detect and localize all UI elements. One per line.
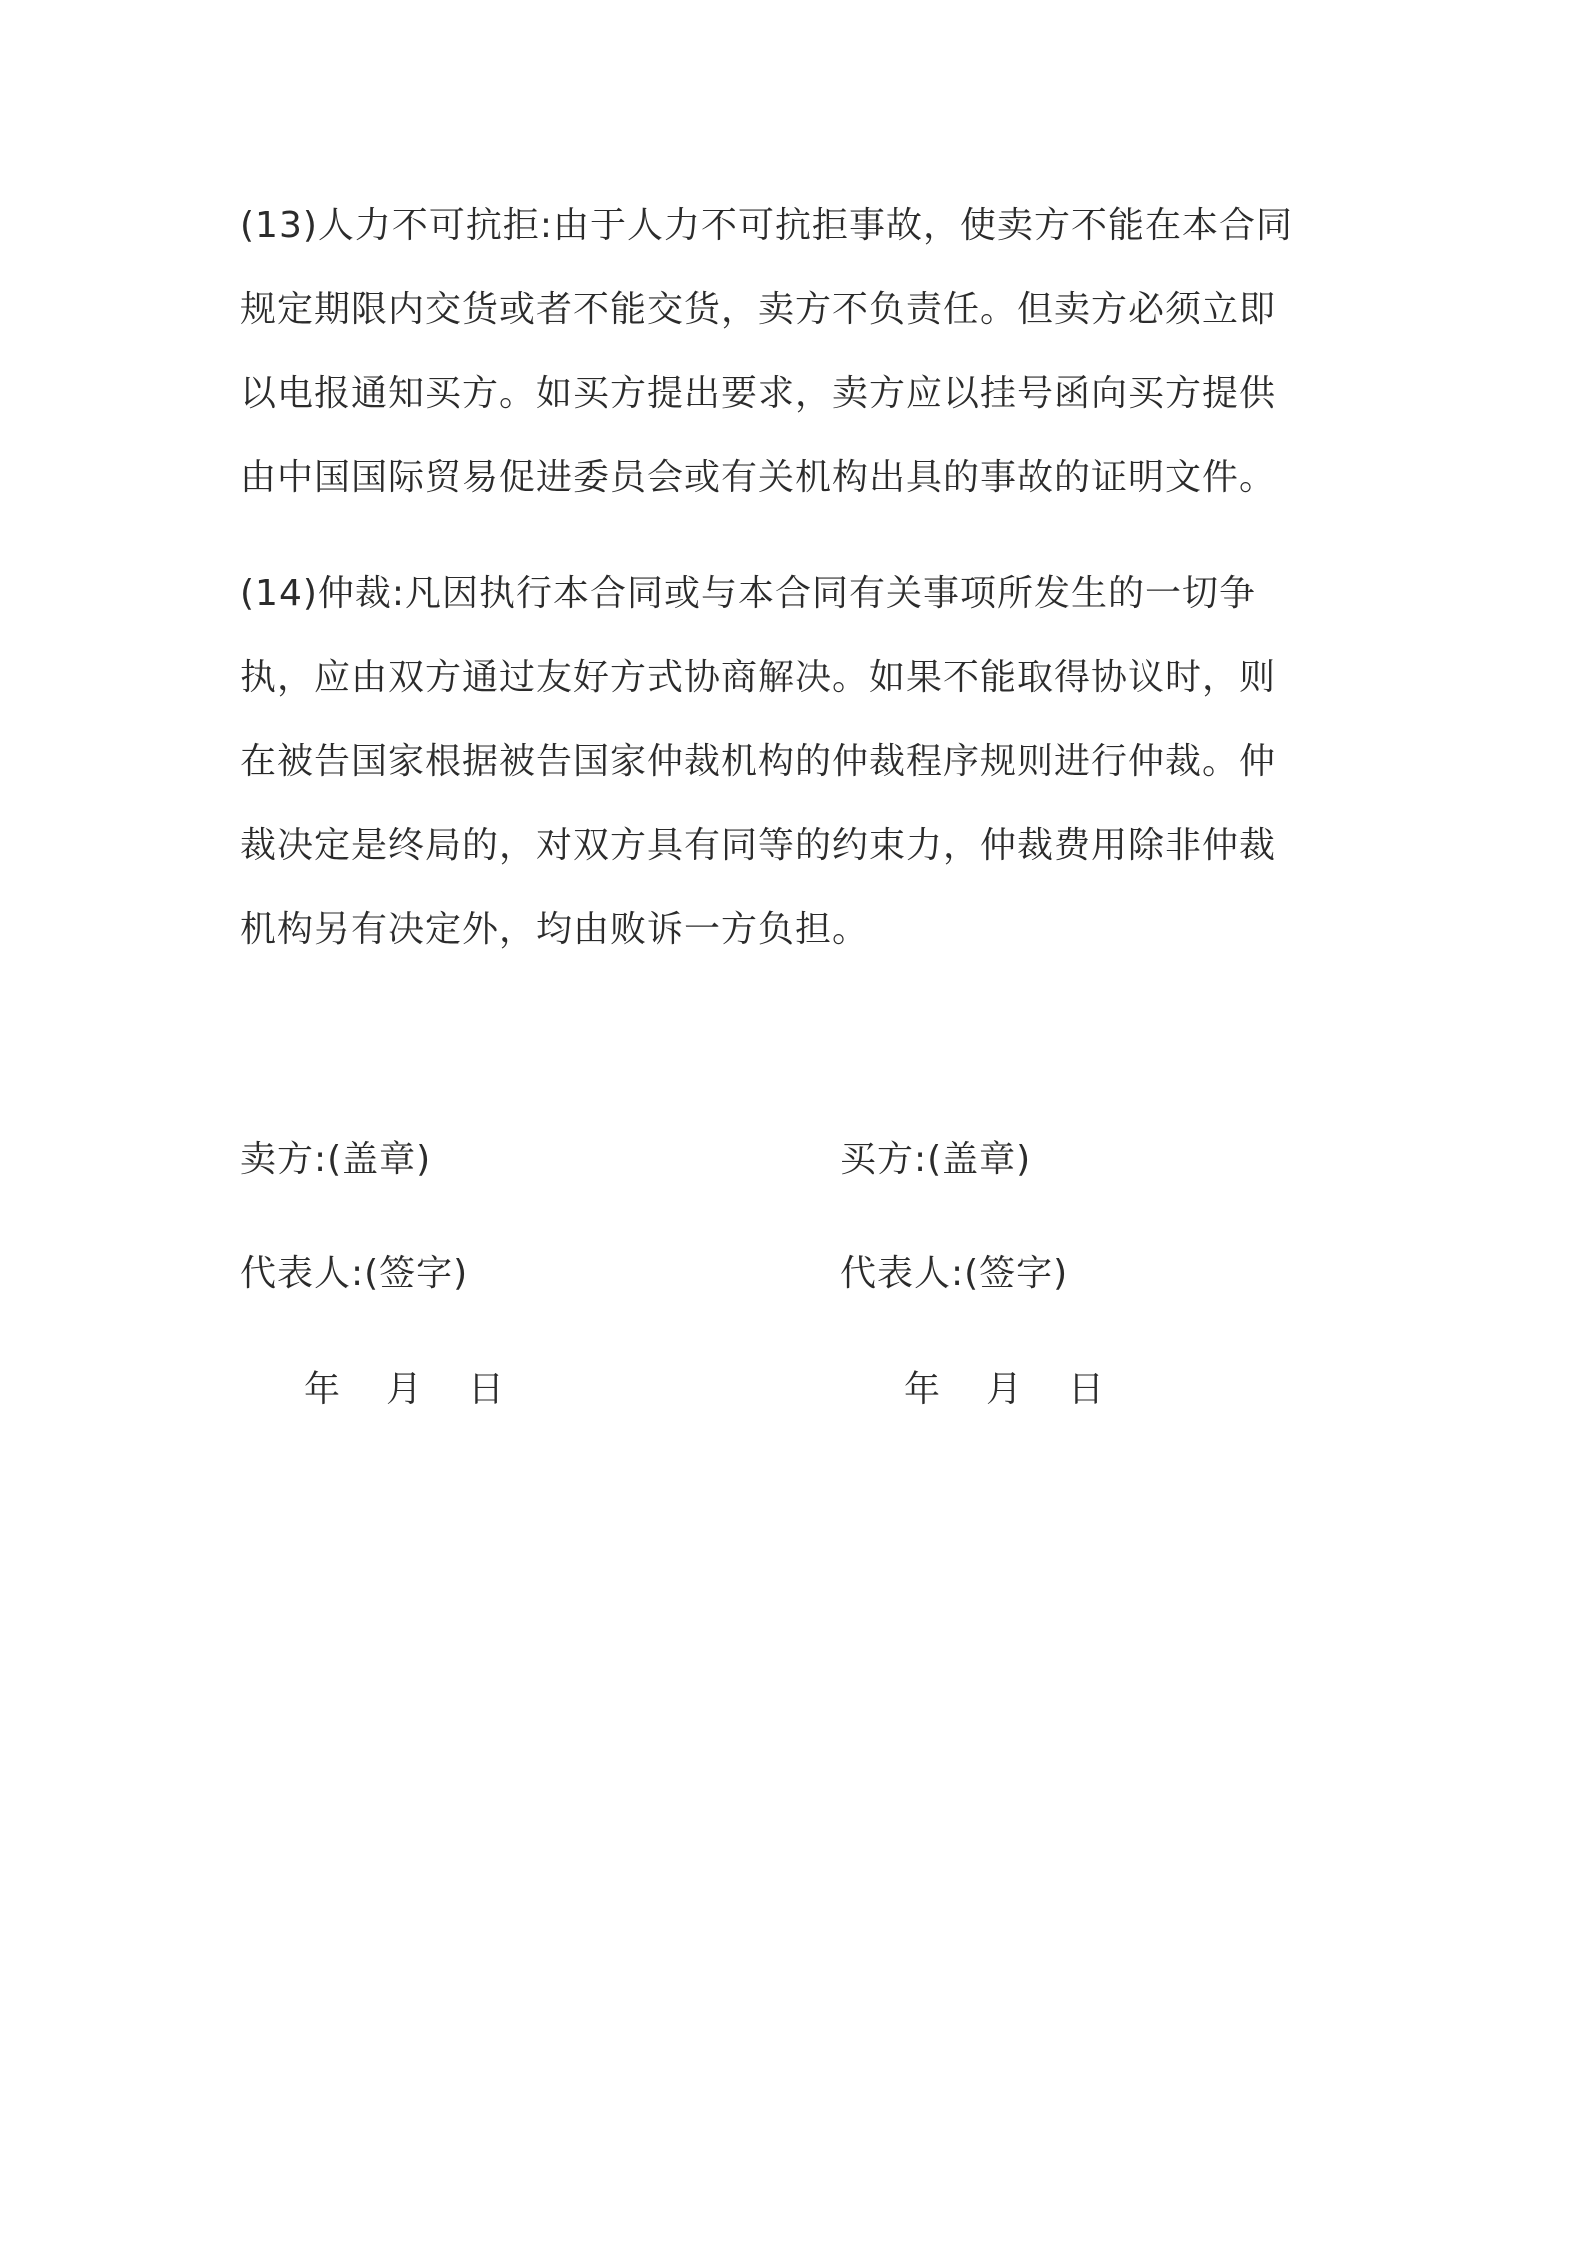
clause-line: 执，应由双方通过友好方式协商解决。如果不能取得协议时，则 (240, 657, 1277, 698)
buyer-representative-label: 代表人:(签字) (840, 1253, 1069, 1294)
clause-line: 以电报通知买方。如买方提出要求，卖方应以挂号函向买方提供 (240, 373, 1277, 414)
seller-representative-label: 代表人:(签字) (240, 1253, 469, 1294)
clause-13-force-majeure (240, 184, 1350, 520)
seller-month-label: 月 (386, 1369, 423, 1410)
clause-line: 机构另有决定外，均由败诉一方负担。 (240, 909, 870, 950)
clause-line: 在被告国家根据被告国家仲裁机构的仲裁程序规则进行仲裁。仲 (240, 741, 1277, 782)
seller-year-label: 年 (304, 1369, 341, 1410)
clause-line: (13)人力不可抗拒:由于人力不可抗拒事故，使卖方不能在本合同 (240, 205, 1294, 246)
buyer-day-label: 日 (1068, 1369, 1105, 1410)
seller-seal-label: 卖方:(盖章) (240, 1139, 432, 1180)
seller-date-line (304, 1366, 550, 1414)
clause-line: 规定期限内交货或者不能交货，卖方不负责任。但卖方必须立即 (240, 289, 1277, 330)
seller-day-label: 日 (468, 1369, 505, 1410)
buyer-month-label: 月 (986, 1369, 1023, 1410)
buyer-date-line (904, 1366, 1150, 1414)
clause-line: 裁决定是终局的，对双方具有同等的约束力，仲裁费用除非仲裁 (240, 825, 1277, 866)
clause-line: (14)仲裁:凡因执行本合同或与本合同有关事项所发生的一切争 (240, 573, 1257, 614)
buyer-seal-label: 买方:(盖章) (840, 1139, 1032, 1180)
clause-line: 由中国国际贸易促进委员会或有关机构出具的事故的证明文件。 (240, 457, 1277, 498)
clause-14-arbitration (240, 552, 1350, 972)
buyer-year-label: 年 (904, 1369, 941, 1410)
